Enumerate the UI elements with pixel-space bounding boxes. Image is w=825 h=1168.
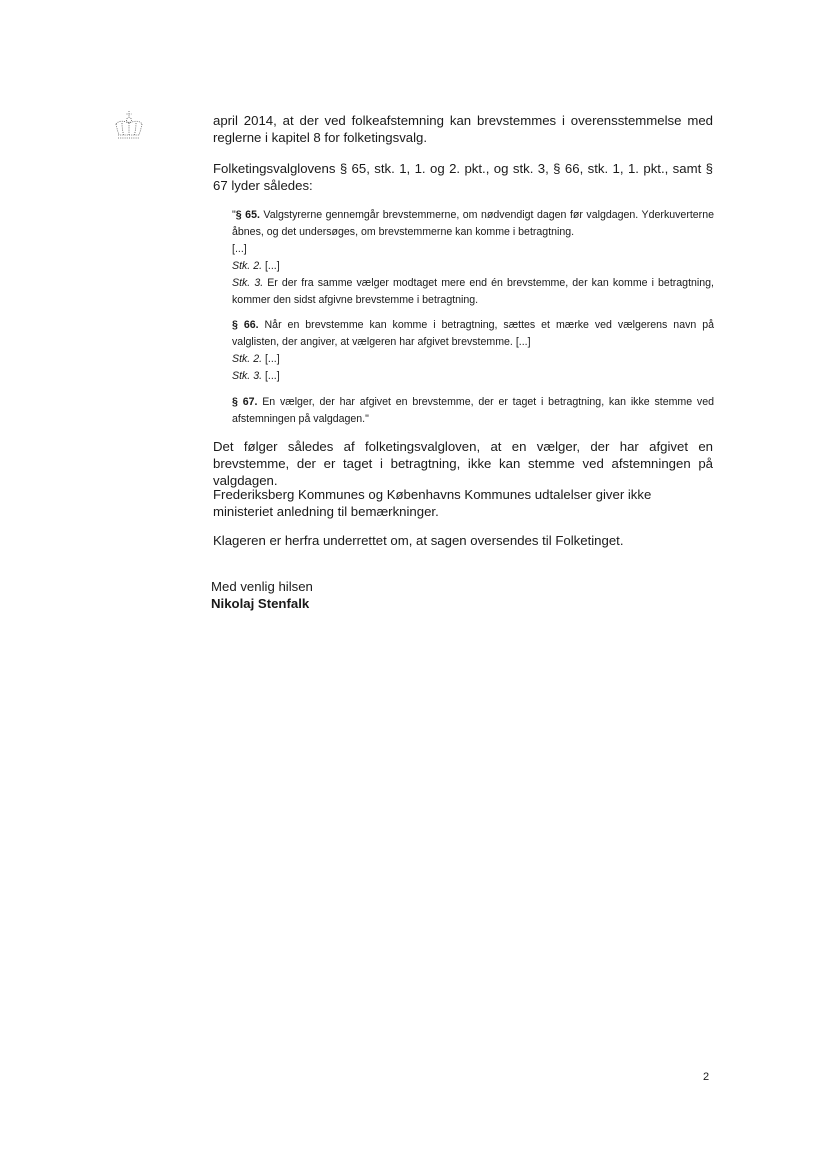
quote-open: " (232, 209, 236, 221)
stk3-text: [...] (262, 370, 280, 382)
stk3-label: Stk. 3. (232, 370, 263, 382)
section-65-stk2 (232, 258, 714, 275)
quote-section-66 (232, 317, 714, 385)
section-66-stk2 (232, 351, 714, 368)
section-67-text: En vælger, der har afgivet en brevstemme, der er taget i betragtning, kan ikke stemme ved afstemningen på valgdagen." (232, 396, 715, 425)
municipalities-paragraph: Frederiksberg Kommunes og Københavns Kommunes udtalelser giver ikke ministeriet anledning til bemærkninger. (213, 487, 652, 519)
stk3-text: Er der fra samme vælger modtaget mere end én brevstemme, der kan komme i betragtning, kommer den sidst afgivne brevstemme i betragtning. (232, 277, 714, 306)
stk2-text: [...] (262, 353, 280, 365)
greeting: Med venlig hilsen (211, 579, 313, 594)
section-66-stk3 (232, 368, 714, 385)
intro-paragraph: april 2014, at der ved folkeafstemning kan brevstemmes i overensstemmelse med reglerne i kapitel 8 for folketingsvalg. (213, 113, 713, 145)
section-65-heading: § 65. (235, 209, 260, 221)
closing-block (211, 578, 313, 612)
stk3-label: Stk. 3. (232, 277, 264, 289)
section-65-ellipsis: [...] (232, 243, 247, 255)
section-65-stk3 (232, 275, 714, 309)
page-number: 2 (703, 1071, 710, 1083)
section-65-text: Valgstyrerne gennemgår brevstemmerne, om nødvendigt dagen før valgdagen. Yderkuverterne åbnes, og det undersøges, om brevstemmerne kan komme i betragtning. (232, 209, 714, 238)
quote-section-67 (232, 394, 714, 428)
quote-section-65 (232, 207, 714, 309)
section-66-heading: § 66. (232, 319, 259, 331)
forwarded-paragraph: Klageren er herfra underrettet om, at sagen oversendes til Folketinget. (213, 533, 624, 548)
signature-name: Nikolaj Stenfalk (211, 596, 310, 611)
stk2-label: Stk. 2. (232, 260, 263, 272)
conclusion-paragraph: Det følger således af folketingsvalgloven, at en vælger, der har afgivet en brevstemme, der er taget i betragtning, ikke kan stemme ved afstemningen på valgdagen. (213, 439, 713, 488)
section-66-text: Når en brevstemme kan komme i betragtning, sættes et mærke ved vælgerens navn på valglisten, der angiver, at vælgeren har afgivet brevstemme. [...] (232, 319, 715, 348)
section-67-heading: § 67. (232, 396, 258, 408)
stk2-text: [...] (262, 260, 280, 272)
crown-icon (112, 108, 146, 142)
stk2-label: Stk. 2. (232, 353, 263, 365)
law-intro-paragraph: Folketingsvalglovens § 65, stk. 1, 1. og 2. pkt., og stk. 3, § 66, stk. 1, 1. pkt., samt § 67 lyder således: (213, 161, 713, 193)
